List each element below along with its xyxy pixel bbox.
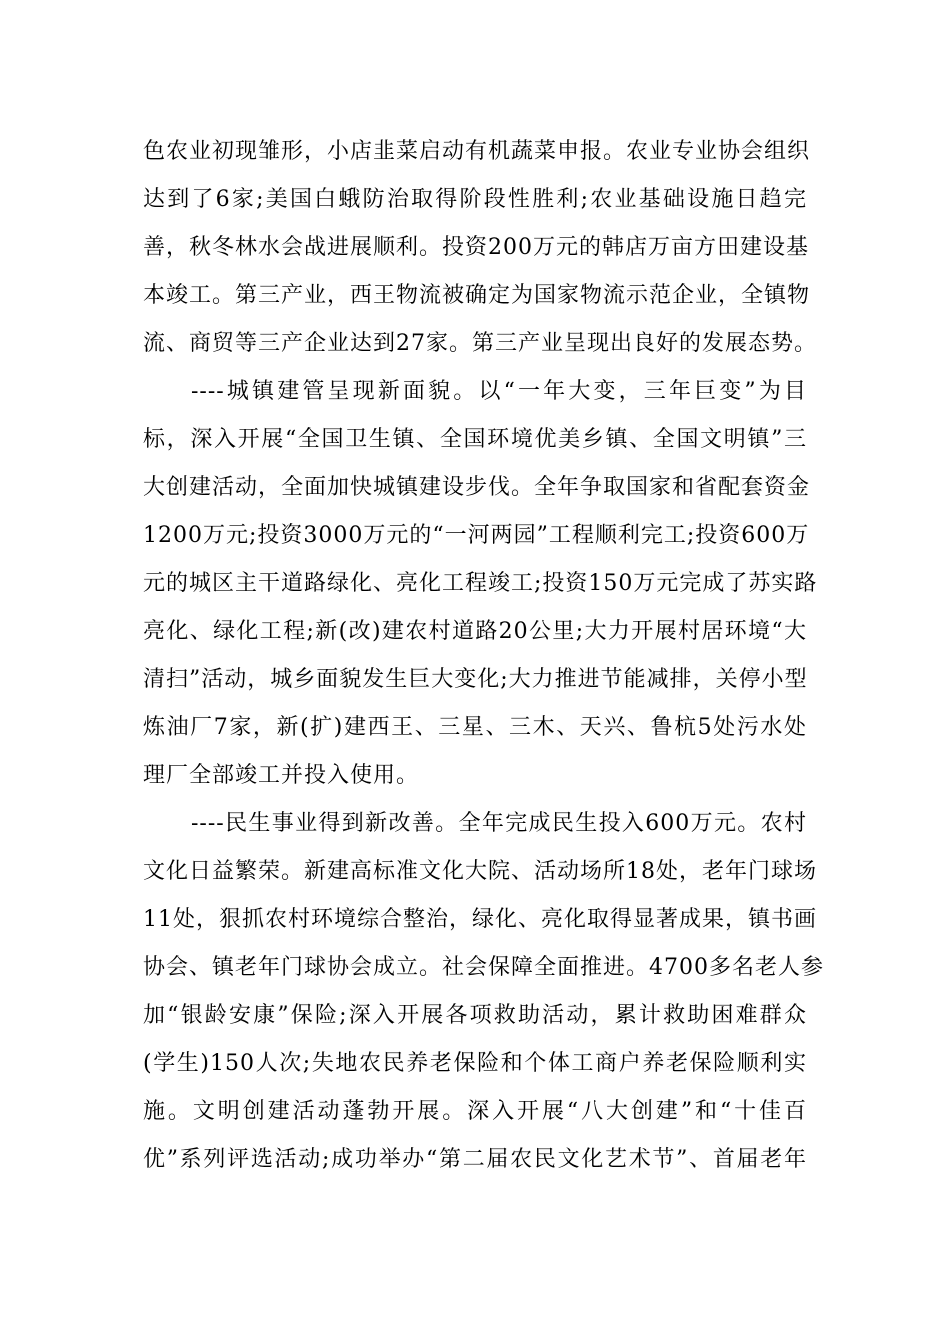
text-line: 大创建活动，全面加快城镇建设步伐。全年争取国家和省配套资金: [143, 475, 811, 500]
text-line: 炼油厂7家，新(扩)建西王、三星、三木、天兴、鲁杭5处污水处: [143, 715, 807, 740]
text-line: 达到了6家;美国白蛾防治取得阶段性胜利;农业基础设施日趋完: [143, 187, 807, 212]
text-line: (学生)150人次;失地农民养老保险和个体工商户养老保险顺利实: [143, 1051, 807, 1076]
text-line: 流、商贸等三产企业达到27家。第三产业呈现出良好的发展态势。: [143, 331, 817, 356]
text-line: 色农业初现雏形，小店韭菜启动有机蔬菜申报。农业专业协会组织: [143, 139, 811, 164]
text-line: 优”系列评选活动;成功举办“第二届农民文化艺术节”、首届老年: [143, 1147, 807, 1172]
text-line: 元的城区主干道路绿化、亮化工程竣工;投资150万元完成了苏实路: [143, 571, 818, 596]
text-line: 协会、镇老年门球协会成立。社会保障全面推进。4700多名老人参: [143, 955, 824, 980]
text-line: 1200万元;投资3000万元的“一河两园”工程顺利完工;投资600万: [143, 523, 810, 548]
text-line: 本竣工。第三产业，西王物流被确定为国家物流示范企业，全镇物: [143, 283, 811, 308]
text-line: 理厂全部竣工并投入使用。: [143, 763, 420, 788]
text-line: 亮化、绿化工程;新(改)建农村道路20公里;大力开展村居环境“大: [143, 619, 807, 644]
text-line: 施。文明创建活动蓬勃开展。深入开展“八大创建”和“十佳百: [143, 1099, 807, 1124]
text-line: 11处，狠抓农村环境综合整治，绿化、亮化取得显著成果，镇书画: [143, 907, 817, 932]
text-line: 标，深入开展“全国卫生镇、全国环境优美乡镇、全国文明镇”三: [143, 427, 807, 452]
text-line: 加“银龄安康”保险;深入开展各项救助活动，累计救助困难群众: [143, 1003, 807, 1028]
section-heading-line: ----城镇建管呈现新面貌。以“一年大变，三年巨变”为目: [191, 379, 807, 404]
text-line: 善，秋冬林水会战进展顺利。投资200万元的韩店万亩方田建设基: [143, 235, 809, 260]
text-line: 文化日益繁荣。新建高标准文化大院、活动场所18处，老年门球场: [143, 859, 817, 884]
text-line: 清扫”活动，城乡面貌发生巨大变化;大力推进节能减排，关停小型: [143, 667, 808, 692]
section-heading-line: ----民生事业得到新改善。全年完成民生投入600万元。农村: [191, 811, 807, 836]
